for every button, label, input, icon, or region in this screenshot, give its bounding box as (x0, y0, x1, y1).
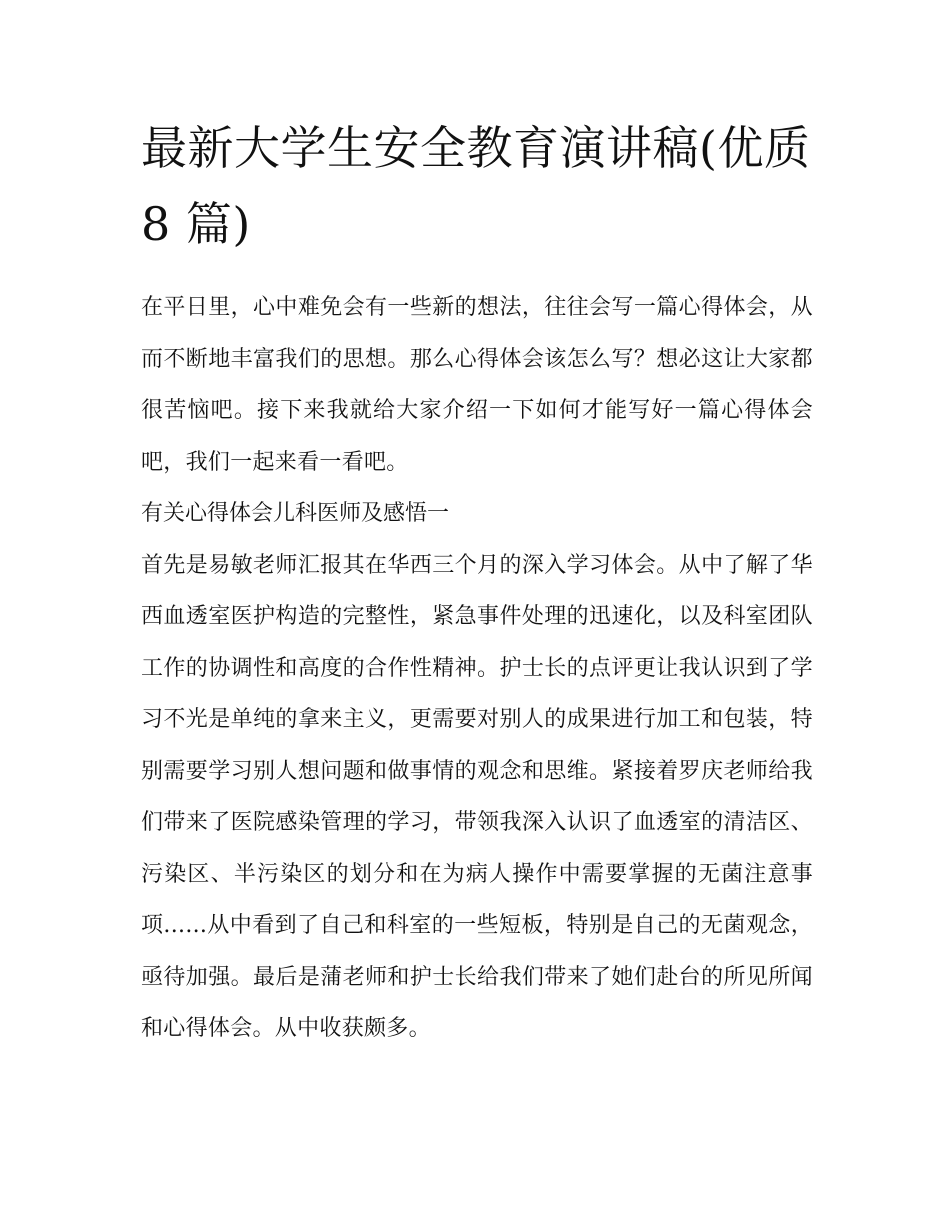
section-heading: 有关心得体会儿科医师及感悟一 (141, 501, 450, 526)
document-page (141, 110, 813, 1055)
document-title: 最新大学生安全教育演讲稿(优质 8 篇) (141, 121, 811, 251)
intro-paragraph: 在平日里，心中难免会有一些新的想法，往往会写一篇心得体会，从而不断地丰富我们的思想。那么心得体会该怎么写？想必这让大家都很苦恼吧。接下来我就给大家介绍一下如何才能写好一篇心得体会吧，我们一起来看一看吧。 (141, 295, 813, 475)
body-paragraph: 首先是易敏老师汇报其在华西三个月的深入学习体会。从中了解了华西血透室医护构造的完整性，紧急事件处理的迅速化，以及科室团队工作的协调性和高度的合作性精神。护士长的点评更让我认识到了学习不光是单纯的拿来主义，更需要对别人的成果进行加工和包装，特别需要学习别人想问题和做事情的观念和思维。紧接着罗庆老师给我们带来了医院感染管理的学习，带领我深入认识了血透室的清洁区、污染区、半污染区的划分和在为病人操作中需要掌握的无菌注意事项......从中看到了自己和科室的一些短板，特别是自己的无菌观念，亟待加强。最后是蒲老师和护士长给我们带来了她们赴台的所见所闻和心得体会。从中收获颇多。 (141, 552, 813, 1041)
